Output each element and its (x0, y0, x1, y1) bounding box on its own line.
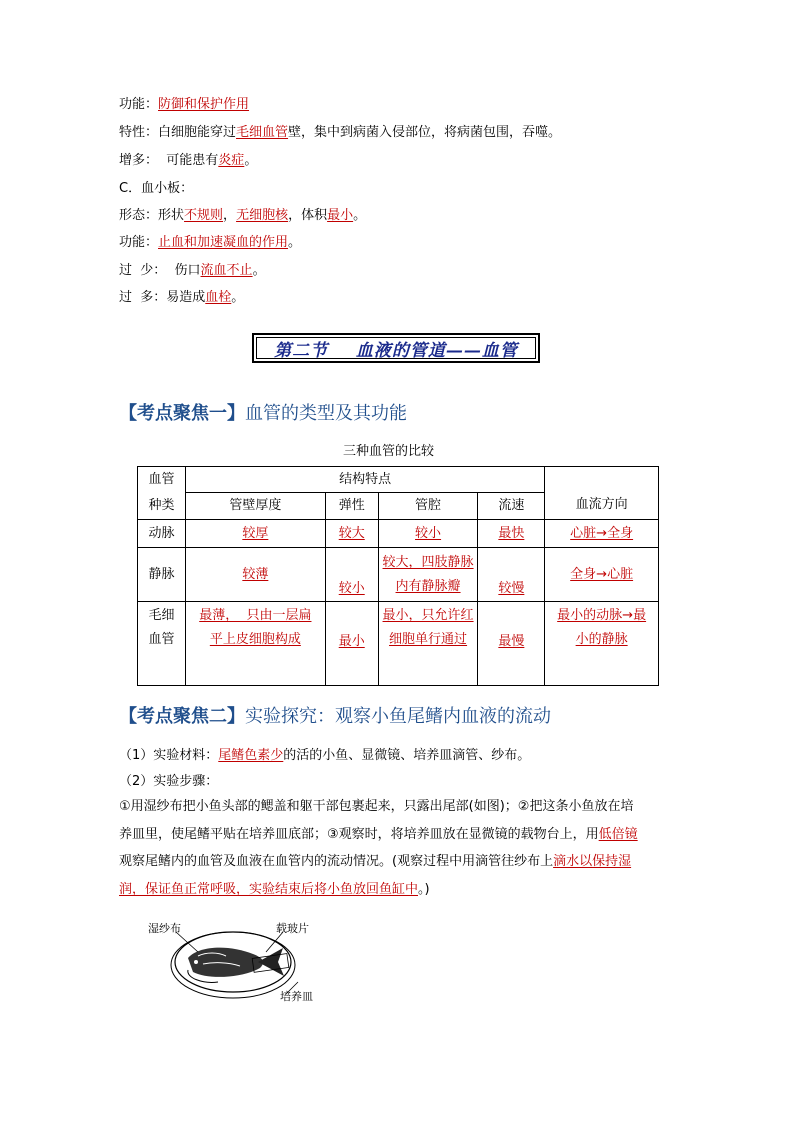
label: （1）实验材料： (119, 748, 219, 763)
header-wall: 管壁厚度 (185, 493, 325, 520)
answer: 防御和保护作用 (158, 97, 250, 112)
label: 功能： (119, 97, 159, 112)
cell-elastic: 最小 (338, 634, 365, 649)
focus-heading-2 (119, 702, 551, 728)
text: 可能患有 (166, 153, 219, 168)
cell-direction: 全身→心脏 (570, 566, 634, 582)
label: 功能： (119, 235, 159, 250)
cell-direction-2: 小的静脉 (575, 632, 628, 647)
cell-wall: 较薄 (242, 566, 269, 582)
answer: 血栓 (205, 290, 232, 305)
table-row (138, 520, 659, 548)
label: 增多： (119, 153, 159, 168)
text: 养皿里，使尾鳍平贴在培养皿底部；③观察时，将培养皿放在显微镜的载物台上，用 (119, 827, 599, 842)
table-header-row (138, 467, 659, 493)
text: ，体积 (288, 208, 328, 223)
cell-direction-1: 最小的动脉→最 (557, 608, 647, 623)
experiment-para-line-1: ①用湿纱布把小鱼头部的鳃盖和躯干部包裹起来，只露出尾部(如图)；②把这条小鱼放在培 (119, 799, 634, 814)
text: 。 (288, 235, 302, 250)
cell-lumen-2: 内有静脉瓣 (395, 578, 461, 594)
wbc-increase-line (119, 152, 257, 170)
cell-direction: 心脏→全身 (570, 525, 634, 541)
answer: 尾鳍色素少 (218, 748, 284, 763)
section-title-box (252, 333, 540, 363)
cell-lumen-1: 较大，四肢静脉 (382, 554, 474, 570)
experiment-para-line-3 (119, 853, 631, 871)
label: 形态： (119, 208, 159, 223)
answer: 无细胞核 (236, 208, 289, 223)
text: 伤口 (174, 263, 201, 278)
wbc-trait-line (119, 124, 561, 142)
table-title: 三种血管的比较 (342, 444, 434, 459)
text: 。) (418, 882, 430, 897)
focus-bracket: 【考点聚焦一】 (119, 403, 245, 424)
answer: 润，保证鱼正常呼吸，实验结束后将小鱼放回鱼缸中 (119, 882, 419, 897)
cell-speed: 较慢 (498, 581, 525, 596)
text: ， (223, 208, 237, 223)
header-vessel-type-top: 血管 (138, 467, 186, 493)
vessel-comparison-table (137, 466, 659, 686)
experiment-materials (119, 747, 530, 765)
focus-heading-1 (119, 399, 407, 425)
header-speed: 流速 (478, 493, 545, 520)
row-name-2: 血管 (148, 632, 175, 647)
platelet-shape-line (119, 207, 366, 225)
platelet-less-line (119, 262, 266, 280)
focus-title: 血管的类型及其功能 (245, 403, 407, 424)
section-title: 第二节 血液的管道——血管 (256, 337, 536, 359)
text: 观察尾鳍内的血管及血液在血管内的流动情况。(观察过程中用滴管往纱布上 (119, 854, 554, 869)
experiment-para-line-4 (119, 881, 430, 899)
cell-elastic: 较大 (338, 525, 365, 541)
label-gauze: 湿纱布 (148, 922, 181, 935)
answer: 炎症 (218, 153, 245, 168)
cell-wall: 较厚 (242, 525, 269, 541)
focus-bracket: 【考点聚焦二】 (119, 706, 245, 727)
label-slide: 载玻片 (276, 922, 309, 935)
header-direction: 血流方向 (545, 467, 659, 520)
platelet-function-line (119, 234, 301, 252)
answer: 低倍镜 (598, 827, 638, 842)
platelet-more-line (119, 289, 244, 307)
text: 形状 (158, 208, 185, 223)
row-name (138, 602, 186, 686)
row-name: 动脉 (138, 520, 186, 548)
text: 。 (353, 208, 367, 223)
cell-lumen: 较小 (415, 525, 442, 541)
cell-speed: 最快 (498, 525, 525, 541)
header-lumen: 管腔 (378, 493, 478, 520)
fish-petri-dish-figure (148, 918, 338, 1010)
cell-lumen-1: 最小，只允许红 (382, 608, 474, 623)
row-name-1: 毛细 (148, 608, 175, 623)
label: 过 少： (119, 263, 167, 278)
answer: 不规则 (184, 208, 224, 223)
text: 。 (252, 263, 266, 278)
cell-wall-1: 最薄， 只由一层扁 (199, 608, 312, 623)
cell-speed: 最慢 (498, 634, 525, 649)
label-dish: 培养皿 (280, 990, 313, 1003)
header-vessel-type-bottom: 种类 (138, 493, 186, 520)
table-row (138, 548, 659, 602)
row-name: 静脉 (138, 548, 186, 602)
table-row (138, 602, 659, 686)
answer: 毛细血管 (236, 125, 289, 140)
text: 。 (244, 153, 258, 168)
experiment-steps-label: （2）实验步骤： (119, 774, 219, 789)
text: 白细胞能穿过 (158, 125, 237, 140)
label: 特性： (119, 125, 159, 140)
header-structure: 结构特点 (185, 467, 544, 493)
platelet-heading: C．血小板： (119, 181, 194, 196)
answer: 最小 (327, 208, 354, 223)
text: 。 (231, 290, 245, 305)
text: 的活的小鱼、显微镜、培养皿滴管、纱布。 (283, 748, 531, 763)
text: 易造成 (166, 290, 206, 305)
experiment-para-line-2 (119, 826, 638, 844)
focus-title: 实验探究：观察小鱼尾鳍内血液的流动 (245, 706, 551, 727)
label: 过 多： (119, 290, 167, 305)
cell-wall-2: 平上皮细胞构成 (209, 632, 301, 647)
text: 壁，集中到病菌入侵部位，将病菌包围，吞噬。 (288, 125, 562, 140)
cell-elastic: 较小 (338, 581, 365, 596)
answer: 流血不止 (200, 263, 253, 278)
answer: 滴水以保持湿 (553, 854, 632, 869)
wbc-function-line (119, 96, 249, 114)
cell-lumen-2: 细胞单行通过 (389, 632, 468, 647)
answer: 止血和加速凝血的作用 (158, 235, 289, 250)
header-elastic: 弹性 (325, 493, 378, 520)
